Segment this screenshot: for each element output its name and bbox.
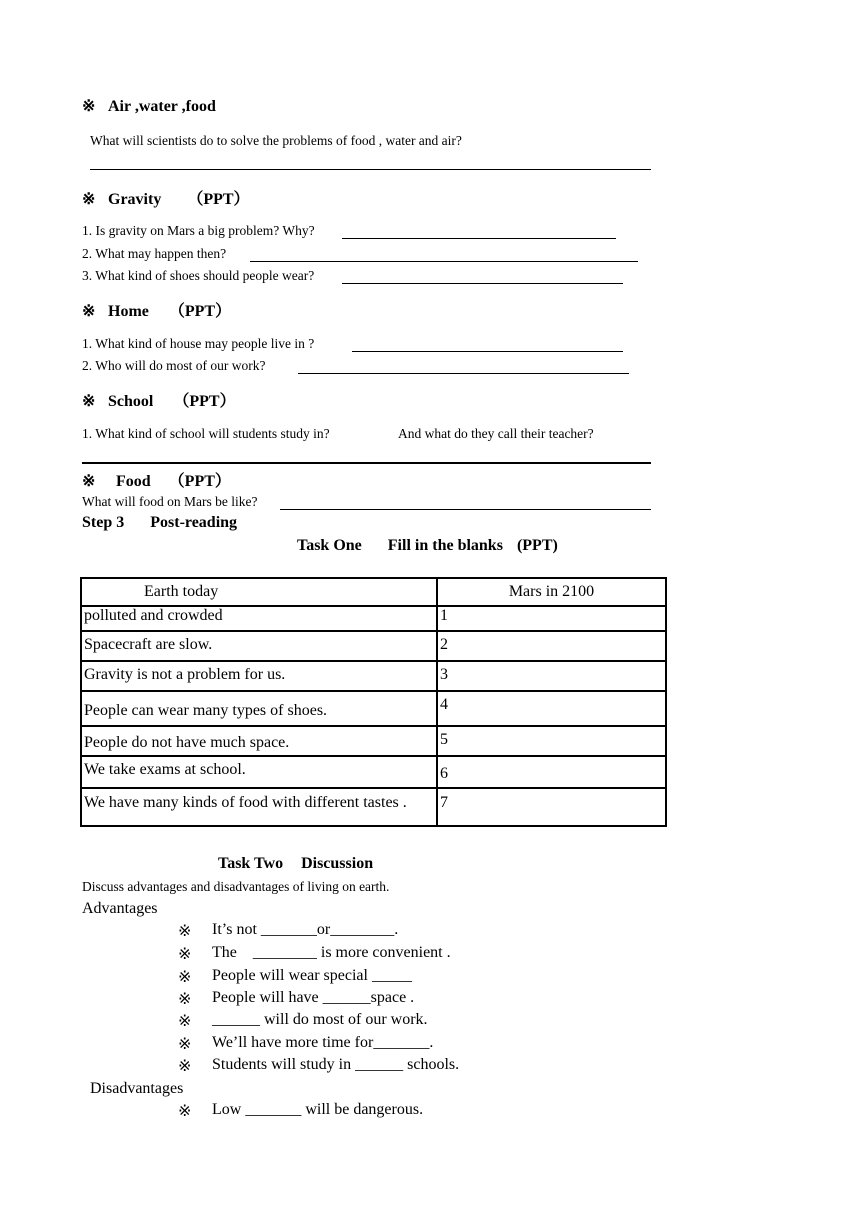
- answer-line: [250, 261, 638, 262]
- section-title: School: [108, 393, 154, 410]
- task-two-heading: [218, 855, 373, 873]
- mars-cell: 6: [437, 756, 666, 788]
- question-text: And what do they call their teacher?: [398, 426, 594, 441]
- ppt-tag: （PPT）: [187, 191, 250, 208]
- section-heading-home: [82, 298, 231, 321]
- question-text: 1. What kind of house may people live in ?: [82, 336, 315, 351]
- earth-cell: People can wear many types of shoes.: [81, 691, 437, 726]
- reference-mark-icon: ※: [82, 303, 96, 320]
- reference-mark-icon: ※: [82, 191, 96, 208]
- section-heading-school: [82, 388, 236, 411]
- table-row: [81, 606, 666, 631]
- list-item: The ________ is more convenient .: [212, 944, 451, 961]
- earth-cell: We have many kinds of food with different tastes .: [81, 788, 437, 826]
- question-text: 2. What may happen then?: [82, 246, 227, 261]
- section-title: Food: [116, 473, 151, 490]
- section-heading-gravity: [82, 186, 250, 209]
- table-row: [81, 691, 666, 726]
- mars-cell: 7: [437, 788, 666, 826]
- reference-mark-icon: ※: [178, 923, 192, 940]
- earth-cell: Gravity is not a problem for us.: [81, 661, 437, 691]
- answer-line: [342, 283, 623, 284]
- table-row: [81, 726, 666, 756]
- mars-cell: 4: [437, 691, 666, 726]
- question-text: What will food on Mars be like?: [82, 494, 258, 509]
- reference-mark-icon: ※: [82, 473, 96, 490]
- mars-cell: 2: [437, 631, 666, 661]
- question-text: 3. What kind of shoes should people wear?: [82, 268, 315, 283]
- reference-mark-icon: ※: [178, 1013, 192, 1030]
- answer-line: [342, 238, 616, 239]
- answer-line: [82, 462, 651, 464]
- task-title: Fill in the blanks: [387, 537, 503, 554]
- task-title: Discussion: [301, 855, 374, 872]
- advantages-label: Advantages: [82, 900, 158, 917]
- step-title: Post-reading: [150, 514, 238, 531]
- task-label: Task Two: [218, 855, 284, 872]
- question-text: 1. Is gravity on Mars a big problem? Why?: [82, 223, 315, 238]
- mars-cell: 5: [437, 726, 666, 756]
- reference-mark-icon: ※: [178, 1103, 192, 1120]
- ppt-tag: （PPT）: [168, 303, 232, 320]
- reference-mark-icon: ※: [82, 393, 96, 410]
- list-item: Students will study in ______ schools.: [212, 1056, 460, 1073]
- comparison-table: [80, 577, 667, 827]
- answer-line: [352, 351, 623, 352]
- table-row: [81, 788, 666, 826]
- list-item: Low _______ will be dangerous.: [212, 1101, 424, 1118]
- column-header-mars: Mars in 2100: [437, 578, 666, 606]
- list-item: ______ will do most of our work.: [212, 1011, 428, 1028]
- reference-mark-icon: ※: [178, 1036, 192, 1053]
- mars-cell: 3: [437, 661, 666, 691]
- section-title: Air ,water ,food: [108, 98, 216, 115]
- section-title: Home: [108, 303, 149, 320]
- earth-cell: People do not have much space.: [81, 726, 437, 756]
- section-title: Gravity: [108, 191, 162, 208]
- table-row: [81, 756, 666, 788]
- ppt-tag: (PPT): [516, 537, 558, 554]
- task-label: Task One: [297, 537, 362, 554]
- section-heading-air: [82, 96, 216, 116]
- question-text: What will scientists do to solve the problems of food , water and air?: [90, 133, 462, 148]
- reference-mark-icon: ※: [82, 98, 96, 115]
- table-row: [81, 661, 666, 691]
- step-label: Step 3: [82, 514, 125, 531]
- answer-line: [280, 509, 651, 510]
- instruction-text: Discuss advantages and disadvantages of living on earth.: [82, 879, 390, 894]
- ppt-tag: （PPT）: [168, 473, 231, 490]
- answer-line: [298, 373, 629, 374]
- earth-cell: polluted and crowded: [81, 606, 437, 631]
- column-header-earth: Earth today: [81, 578, 437, 606]
- reference-mark-icon: ※: [178, 946, 192, 963]
- list-item: People will wear special _____: [212, 967, 412, 984]
- ppt-tag: （PPT）: [173, 393, 236, 410]
- task-one-heading: [297, 537, 558, 555]
- question-text: 1. What kind of school will students study in?: [82, 426, 330, 441]
- earth-cell: We take exams at school.: [81, 756, 437, 788]
- section-heading-food: [82, 468, 231, 491]
- list-item: People will have ______space .: [212, 989, 415, 1006]
- table-row: [81, 631, 666, 661]
- table-header-row: [81, 578, 666, 606]
- question-text: 2. Who will do most of our work?: [82, 358, 266, 373]
- reference-mark-icon: ※: [178, 991, 192, 1008]
- answer-line: [90, 169, 651, 170]
- list-item: We’ll have more time for_______.: [212, 1034, 434, 1051]
- step-heading: [82, 514, 237, 532]
- list-item: It’s not _______or________.: [212, 921, 399, 938]
- reference-mark-icon: ※: [178, 969, 192, 986]
- mars-cell: 1: [437, 606, 666, 631]
- earth-cell: Spacecraft are slow.: [81, 631, 437, 661]
- reference-mark-icon: ※: [178, 1058, 192, 1075]
- disadvantages-label: Disadvantages: [90, 1080, 184, 1097]
